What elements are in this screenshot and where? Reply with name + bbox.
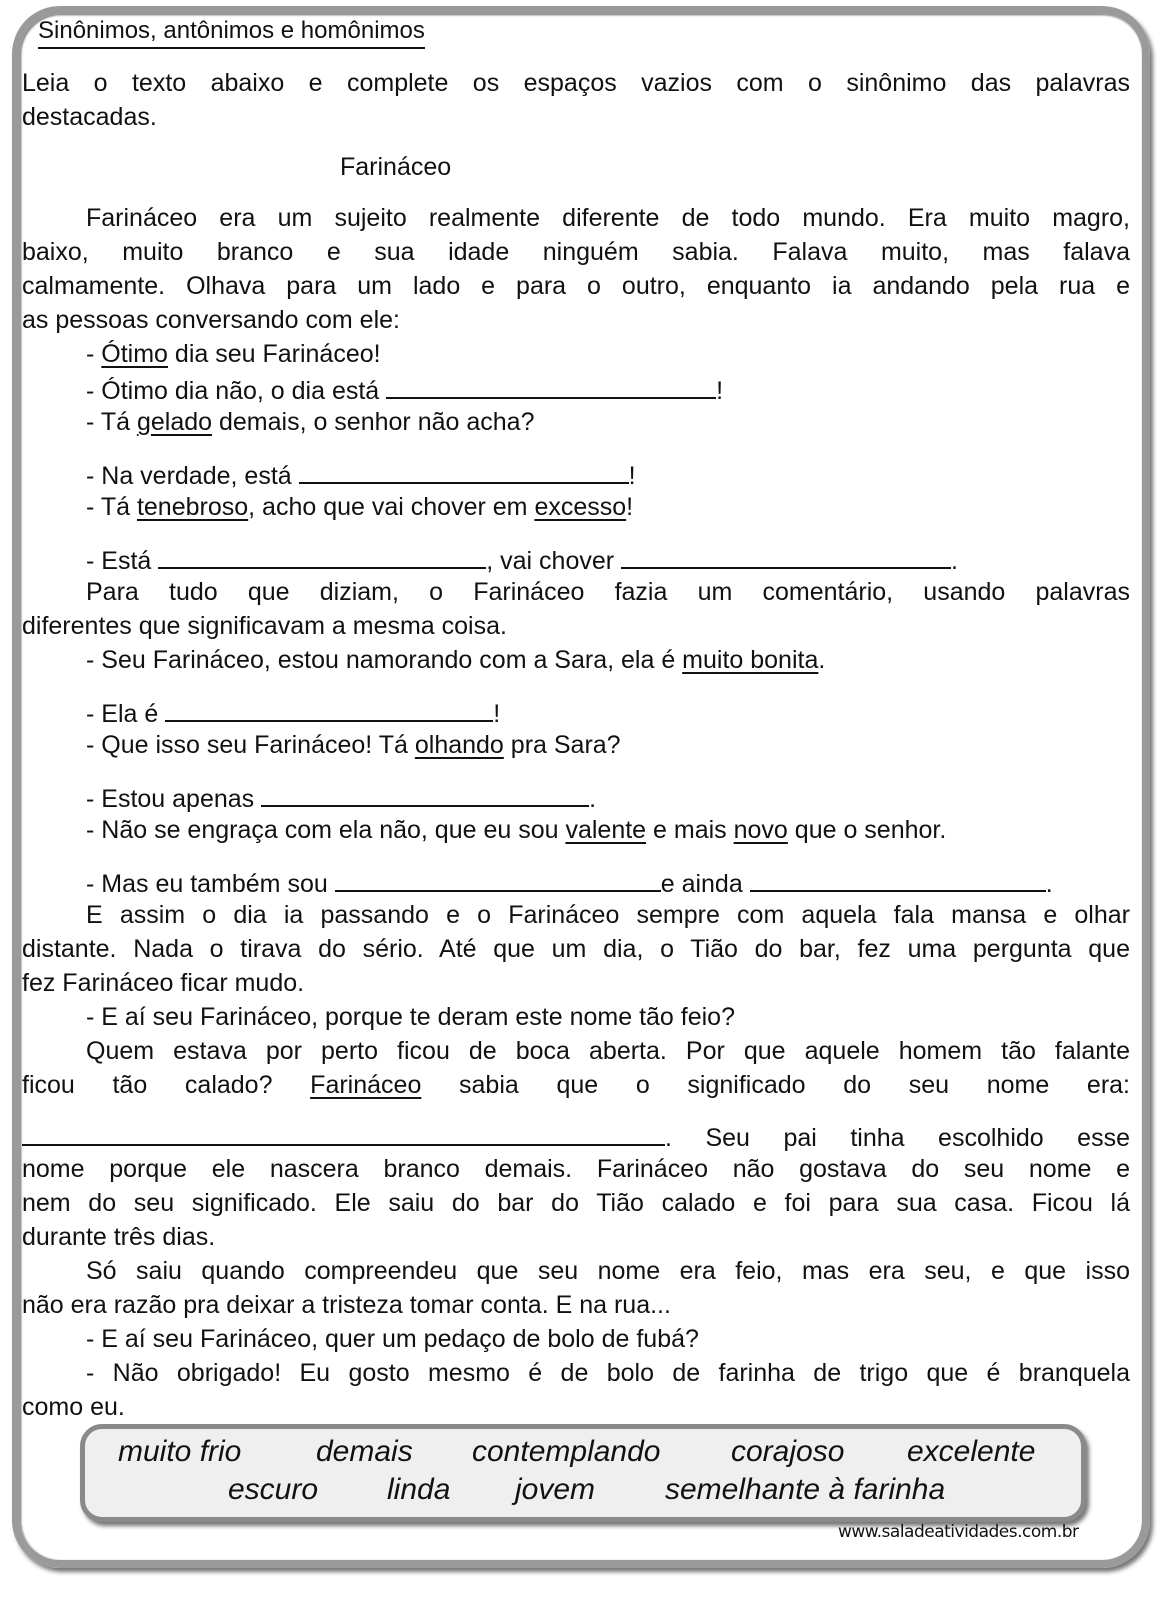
highlighted-word: gelado [136,408,213,436]
text: - Ela é [86,700,166,728]
dialogue-line [86,339,1130,369]
footer-url: www.saladeatividades.com.br [838,1522,1079,1542]
dialogue-line [86,492,1130,522]
dialogue-line [86,866,1130,896]
text: , vai chover [486,547,622,575]
word-bank [80,1424,1086,1522]
paragraph-line: E assim o dia ia passando e o Farináceo sempre com aquela fala mansa e olhar [86,901,1130,929]
worksheet-title: Sinônimos, antônimos e homônimos [38,17,425,49]
paragraph-line: Para tudo que diziam, o Farináceo fazia um comentário, usando palavras [86,578,1130,606]
text: - Seu Farináceo, estou namorando com a Sara, ela é [86,646,683,674]
answer-blank[interactable] [158,543,486,569]
dialogue-line: - Não obrigado! Eu gosto mesmo é de bolo de farinha de trigo que é branquela [86,1359,1130,1387]
text: ! [626,493,634,521]
dialogue-line: - E aí seu Farináceo, quer um pedaço de bolo de fubá? [86,1325,699,1353]
text: . [1045,870,1053,898]
highlighted-word: Ótimo [101,340,168,368]
text: ficou tão calado? [22,1071,311,1099]
paragraph-line: baixo, muito branco e sua idade ninguém sabia. Falava muito, mas falava [22,238,1130,266]
dialogue-line [86,696,1130,726]
paragraph-line: diferentes que significavam a mesma coisa. [22,612,507,640]
paragraph-line: Farináceo era um sujeito realmente diferente de todo mundo. Era muito magro, [86,204,1130,232]
answer-blank[interactable] [165,696,493,722]
paragraph-line: durante três dias. [22,1223,216,1251]
dialogue-line [86,645,1130,675]
word-bank-item: linda [387,1473,451,1506]
story-title: Farináceo [340,153,452,181]
word-bank-item: corajoso [731,1435,845,1468]
text: ! [628,462,636,490]
highlighted-word: novo [733,816,788,844]
paragraph-line [22,1070,1130,1100]
text: - Não se engraça com ela não, que eu sou [86,816,566,844]
answer-blank[interactable] [750,866,1046,892]
instructions-line-1: Leia o texto abaixo e complete os espaços vazios com o sinônimo das palavras [22,69,1130,97]
paragraph-line [22,1120,1130,1150]
highlighted-word: olhando [414,731,504,759]
text: . [818,646,826,674]
word-bank-item: excelente [907,1435,1036,1468]
highlighted-word: valente [565,816,647,844]
text: - Ótimo dia não, o dia está [86,377,387,405]
text: , acho que vai chover em [248,493,535,521]
text: - Estou apenas [86,785,262,813]
answer-blank[interactable] [261,781,589,807]
dialogue-line [86,781,1130,811]
highlighted-word: tenebroso [136,493,249,521]
text: - Está [86,547,159,575]
answer-blank[interactable] [386,373,716,399]
dialogue-line: - E aí seu Farináceo, porque te deram este nome tão feio? [86,1003,735,1031]
text: ! [493,700,501,728]
text: que o senhor. [787,816,947,844]
word-bank-item: jovem [515,1473,596,1506]
text: . [589,785,597,813]
text: pra Sara? [503,731,621,759]
paragraph-line: fez Farináceo ficar mudo. [22,969,305,997]
answer-blank[interactable] [335,866,661,892]
text: - [86,340,102,368]
dialogue-line [86,815,1130,845]
answer-blank[interactable] [299,458,629,484]
word-bank-item: muito frio [118,1435,242,1468]
text: sabia que o significado do seu nome era: [421,1071,1130,1099]
highlighted-word: Farináceo [310,1071,422,1099]
paragraph-line: como eu. [22,1393,125,1421]
dialogue-line [86,373,1130,403]
text: e mais [646,816,734,844]
text: demais, o senhor não acha? [212,408,535,436]
text: - Tá [86,408,137,436]
paragraph-line: nome porque ele nascera branco demais. Farináceo não gostava do seu nome e [22,1155,1130,1183]
answer-blank[interactable] [621,543,951,569]
highlighted-word: muito bonita [682,646,819,674]
text: - Tá [86,493,137,521]
text: - Que isso seu Farináceo! Tá [86,731,415,759]
paragraph-line: não era razão pra deixar a tristeza tomar conta. E na rua... [22,1291,671,1319]
text: . Seu pai tinha escolhido esse [665,1124,1130,1152]
dialogue-line [86,730,1130,760]
word-bank-item: escuro [228,1473,319,1506]
dialogue-line [86,543,1130,573]
text: e ainda [660,870,750,898]
paragraph-line: Só saiu quando compreendeu que seu nome era feio, mas era seu, e que isso [86,1257,1130,1285]
text: . [951,547,958,575]
dialogue-line [86,407,1130,437]
word-bank-item: contemplando [472,1435,661,1468]
instructions-line-2: destacadas. [22,103,157,131]
text: ! [716,377,724,405]
answer-blank[interactable] [22,1120,665,1146]
dialogue-line [86,458,1130,488]
paragraph-line: Quem estava por perto ficou de boca aberta. Por que aquele homem tão falante [86,1037,1130,1065]
word-bank-item: demais [316,1435,413,1468]
highlighted-word: excesso [534,493,627,521]
paragraph-line: as pessoas conversando com ele: [22,306,400,334]
text: - Mas eu também sou [86,870,335,898]
text: - Na verdade, está [86,462,299,490]
paragraph-line: calmamente. Olhava para um lado e para o outro, enquanto ia andando pela rua e [22,272,1130,300]
paragraph-line: distante. Nada o tirava do sério. Até que um dia, o Tião do bar, fez uma pergunta que [22,935,1130,963]
text: dia seu Farináceo! [167,340,381,368]
paragraph-line: nem do seu significado. Ele saiu do bar do Tião calado e foi para sua casa. Ficou lá [22,1189,1130,1217]
word-bank-item: semelhante à farinha [665,1473,946,1506]
